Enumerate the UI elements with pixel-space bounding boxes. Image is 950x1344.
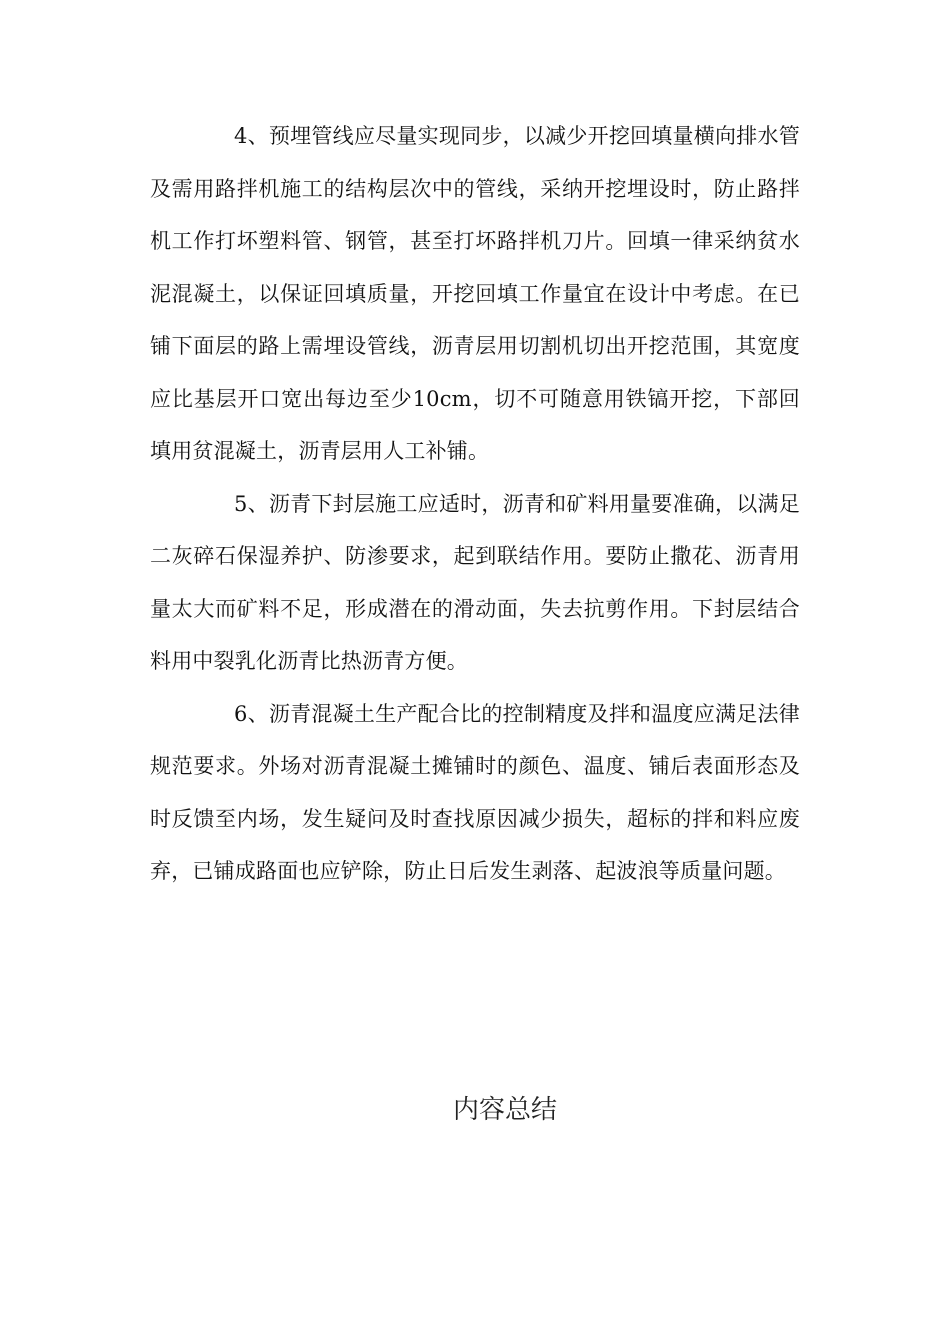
- paragraph-5: 5、沥青下封层施工应适时，沥青和矿料用量要准确，以满足二灰碎石保湿养护、防渗要求，起到联结作用。要防止撒花、沥青用量太大而矿料不足，形成潜在的滑动面，失去抗剪作用。下封层结合料用中裂乳化沥青比热沥青方便。: [150, 491, 800, 673]
- paragraph-6: 6、沥青混凝土生产配合比的控制精度及拌和温度应满足法律规范要求。外场对沥青混凝土摊铺时的颜色、温度、铺后表面形态及时反馈至内场，发生疑问及时查找原因减少损失，超标的拌和料应废弃，已铺成路面也应铲除，防止日后发生剥落、起波浪等质量问题。: [150, 701, 800, 883]
- summary-heading: 内容总结: [452, 1095, 557, 1125]
- paragraph-4: 4、预埋管线应尽量实现同步，以减少开挖回填量横向排水管及需用路拌机施工的结构层次中的管线，采纳开挖埋设时，防止路拌机工作打坏塑料管、钢管，甚至打坏路拌机刀片。回填一律采纳贫水泥混凝土，以保证回填质量，开挖回填工作量宜在设计中考虑。在已铺下面层的路上需埋设管线，沥青层用切割机切出开挖范围，其宽度应比基层开口宽出每边至少10cm，切不可随意用铁镐开挖，下部回填用贫混凝土，沥青层用人工补铺。: [150, 124, 800, 463]
- document-body: [150, 110, 800, 898]
